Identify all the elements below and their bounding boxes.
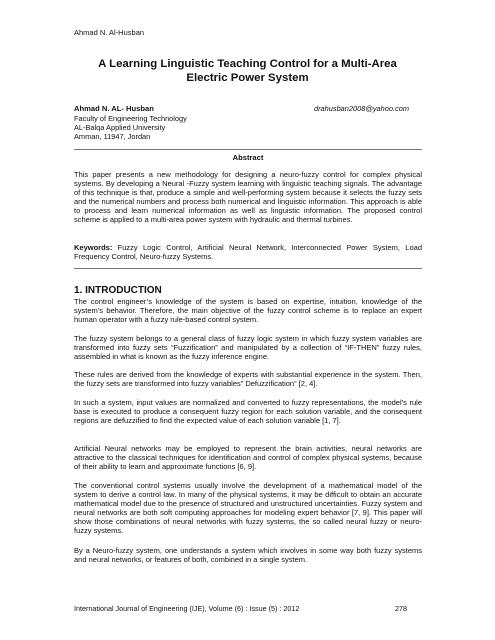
footer-journal: International Journal of Engineering (IJE), Volume (6) : Issue (5) : 2012	[74, 604, 300, 613]
title-line-2: Electric Power System	[186, 72, 309, 84]
keywords-text: Fuzzy Logic Control, Artificial Neural Network, Interconnected Power System, Load Frequency Control, Neuro-fuzzy Systems.	[74, 243, 422, 261]
affiliation-line: AL-Balqa Applied University	[74, 123, 166, 132]
divider-bottom	[74, 268, 422, 269]
author-email: drahusban2008@yahoo.com	[313, 104, 409, 113]
title-line-1: A Learning Linguistic Teaching Control for a Multi-Area	[98, 58, 397, 70]
abstract-heading: Abstract	[232, 153, 264, 162]
intro-paragraph: These rules are derived from the knowledge of experts with substantial experience in the system. Then, the fuzzy sets are transformed into fuzzy variables” Defuzzification” [2, 4].	[74, 370, 422, 388]
footer-page-number: 278	[395, 604, 407, 613]
affiliation-line: Faculty of Engineering Technology	[74, 114, 187, 123]
intro-paragraph: The fuzzy system belongs to a general class of fuzzy logic system in which fuzzy system variables are transformed into fuzzy sets “Fuzzification” and manipulated by a collection of “IF-THEN” fuzzy rules, assembled in what is known as the fuzzy inference engine.	[74, 334, 422, 361]
divider-top	[74, 149, 422, 150]
intro-paragraph: The control engineer’s knowledge of the system is based on expertise, intuition, knowledge of the system’s behavior. Therefore, the main objective of the fuzzy control scheme is to replace an expert human operator with a fuzzy rule-based control system.	[74, 297, 422, 324]
paper-title	[60, 57, 435, 85]
keywords	[74, 243, 422, 261]
abstract-text: This paper presents a new methodology for designing a neuro-fuzzy control for complex physical systems. By developing a Neural -Fuzzy system learning with linguistic teaching signals. The advantage of this technique is that, produce a simple and well-performing system because it selects the fuzzy sets and the numerical numbers and process both numerical and linguistic information. This approach is able to process and learn numerical information as well as linguistic information. The proposed control scheme is applied to a multi-area power system with hydraulic and thermal turbines.	[74, 170, 422, 224]
intro-paragraph: The conventional control systems usually involve the development of a mathematical model of the system to derive a control law. In many of the physical systems, it may be difficult to obtain an accurate mathematical model due to the presence of structured and unstructured uncertainties. Fuzzy system and neural networks are both soft computing approaches for modeling expert behavior [7, 9]. This paper will show those combinations of neural networks with fuzzy systems, the so called neural fuzzy or neuro-fuzzy systems.	[74, 481, 422, 535]
intro-paragraph: In such a system, input values are normalized and converted to fuzzy representations, the model’s rule base is executed to produce a consequent fuzzy region for each solution variable, and the consequent regions are defuzzified to find the expected value of each solution variable [1, 7].	[74, 398, 422, 425]
running-head: Ahmad N. Al-Husban	[74, 28, 145, 37]
intro-paragraph: Artificial Neural networks may be employed to represent the brain activities, neural networks are attractive to the classical techniques for identification and control of complex physical systems, because of their ability to learn and approximate functions [6, 9].	[74, 444, 422, 471]
intro-paragraph: By a Neuro-fuzzy system, one understands a system which involves in some way both fuzzy systems and neural networks, or features of both, combined in a single system.	[74, 546, 422, 564]
author-name: Ahmad N. AL- Husban	[74, 104, 154, 113]
section-heading-introduction: 1. INTRODUCTION	[74, 285, 162, 296]
keywords-label: Keywords:	[74, 243, 113, 252]
author-affiliation	[74, 114, 187, 141]
affiliation-line: Amman, 11947, Jordan	[74, 132, 151, 141]
